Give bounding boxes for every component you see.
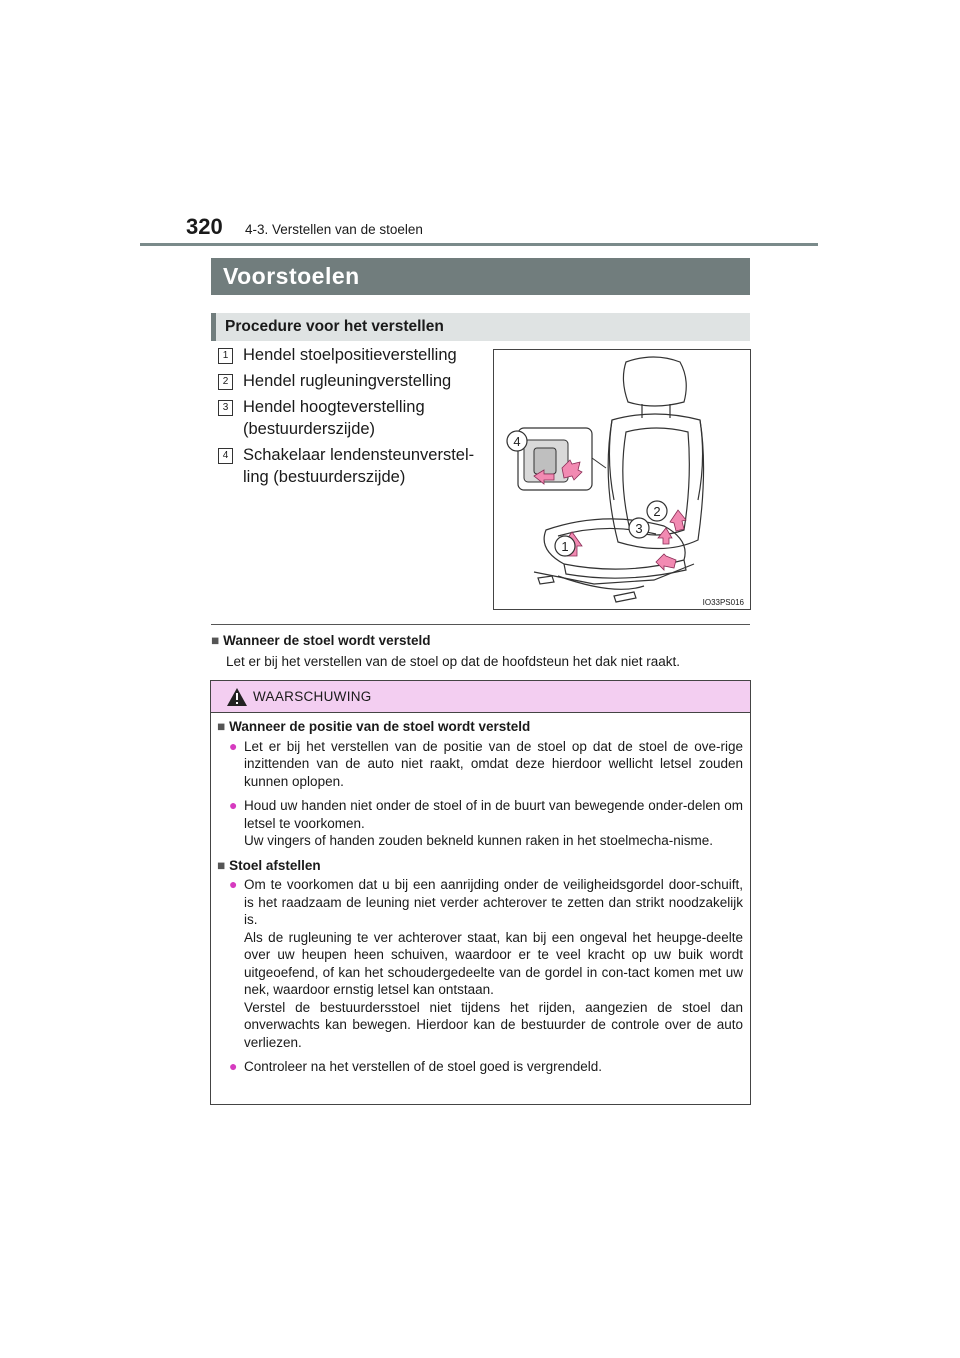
step-text: Hendel rugleuningverstelling bbox=[243, 372, 452, 390]
step-item bbox=[218, 396, 488, 440]
callout-3: 3 bbox=[635, 521, 643, 536]
note-text: Let er bij het verstellen van de stoel op dat de hoofdsteun het dak niet raakt. bbox=[226, 654, 681, 669]
bullet-dot-icon: ● bbox=[229, 876, 238, 892]
warning-item-text: Controleer na het verstellen of de stoel goed is vergrendeld. bbox=[244, 1059, 602, 1074]
step-item bbox=[218, 370, 488, 392]
warning-label: WAARSCHUWING bbox=[253, 689, 372, 704]
warning-item bbox=[217, 1058, 743, 1076]
step-list bbox=[218, 344, 488, 492]
step-text: Hendel stoelpositieverstelling bbox=[243, 346, 457, 364]
warning-item-text: Als de rugleuning te ver achterover staat, kan bij een ongeval het heupge-deelte over uw heupen heen schuiven, waardoor er te veel kracht op uw buik wordt uitgeoefend, of kan het schoudergedeelte van de gordel in con-tact komen met uw nek, waardoor ernstig letsel kan ontstaan. bbox=[244, 929, 743, 997]
warning-item-text: Uw vingers of handen zouden bekneld kunnen raken in het stoelmecha-nisme. bbox=[244, 833, 714, 848]
warning-item-text: Houd uw handen niet onder de stoel of in de buurt van bewegende onder-delen om letsel te voorkomen. bbox=[244, 798, 743, 831]
figure-code: IO33PS016 bbox=[702, 598, 744, 607]
step-item bbox=[218, 444, 488, 488]
square-bullet-icon: ■ bbox=[217, 857, 226, 873]
warning-item-text: Let er bij het verstellen van de positie van de stoel op dat de stoel de ove-rige inzittenden van de auto niet raakt, omdat deze hierdoor wellicht letsel zouden kunnen oplopen. bbox=[244, 738, 743, 789]
step-text: Hendel hoogteverstelling (bestuurderszijde) bbox=[243, 398, 425, 438]
step-item bbox=[218, 344, 488, 366]
step-number: 1 bbox=[218, 348, 233, 364]
section-banner bbox=[211, 258, 750, 295]
bullet-dot-icon: ● bbox=[229, 797, 238, 813]
warning-item bbox=[217, 738, 743, 791]
warning-box bbox=[210, 680, 751, 1105]
step-number: 2 bbox=[218, 374, 233, 390]
square-bullet-icon: ■ bbox=[211, 633, 220, 648]
warning-triangle-icon bbox=[226, 687, 248, 707]
seat-illustration bbox=[493, 349, 751, 610]
sub-banner-title: Procedure voor het verstellen bbox=[225, 318, 444, 335]
sub-banner-accent bbox=[211, 313, 216, 341]
warning-section-title bbox=[217, 857, 743, 875]
warning-item-text: Om te voorkomen dat u bij een aanrijding onder de veiligheidsgordel door-schuift, is het raadzaam de leuning niet verder achterover te zetten dan strikt noodzakelijk is. bbox=[244, 877, 743, 927]
warning-body bbox=[217, 718, 743, 1083]
header-rule bbox=[140, 243, 818, 246]
step-number: 4 bbox=[218, 448, 233, 464]
note-title-text: Wanneer de stoel wordt versteld bbox=[223, 633, 431, 648]
bullet-dot-icon: ● bbox=[229, 1058, 238, 1074]
callout-1: 1 bbox=[561, 539, 569, 554]
sub-banner bbox=[211, 313, 750, 341]
warning-header bbox=[211, 681, 750, 713]
bullet-dot-icon: ● bbox=[229, 737, 238, 754]
step-text: Schakelaar lendensteunverstel-ling (bestuurderszijde) bbox=[243, 446, 475, 486]
callout-4: 4 bbox=[513, 434, 521, 449]
callout-2: 2 bbox=[653, 504, 661, 519]
page-number: 320 bbox=[186, 214, 223, 239]
warning-section-title-text: Wanneer de positie van de stoel wordt versteld bbox=[229, 719, 531, 734]
warning-item bbox=[217, 876, 743, 1051]
step-number: 3 bbox=[218, 400, 233, 416]
note-title bbox=[211, 633, 430, 648]
square-bullet-icon: ■ bbox=[217, 719, 226, 734]
warning-section-title-text: Stoel afstellen bbox=[229, 857, 321, 873]
seat-drawing bbox=[494, 350, 750, 609]
warning-section-title bbox=[217, 718, 743, 736]
divider bbox=[211, 624, 750, 625]
section-title: 4-3. Verstellen van de stoelen bbox=[245, 222, 423, 237]
banner-title: Voorstoelen bbox=[223, 263, 360, 289]
warning-item-text: Verstel de bestuurdersstoel niet tijdens het rijden, aangezien de stoel dan onverwachts kan bewegen. Hierdoor kan de bestuurder de controle over de auto verliezen. bbox=[244, 999, 743, 1050]
warning-item bbox=[217, 797, 743, 850]
